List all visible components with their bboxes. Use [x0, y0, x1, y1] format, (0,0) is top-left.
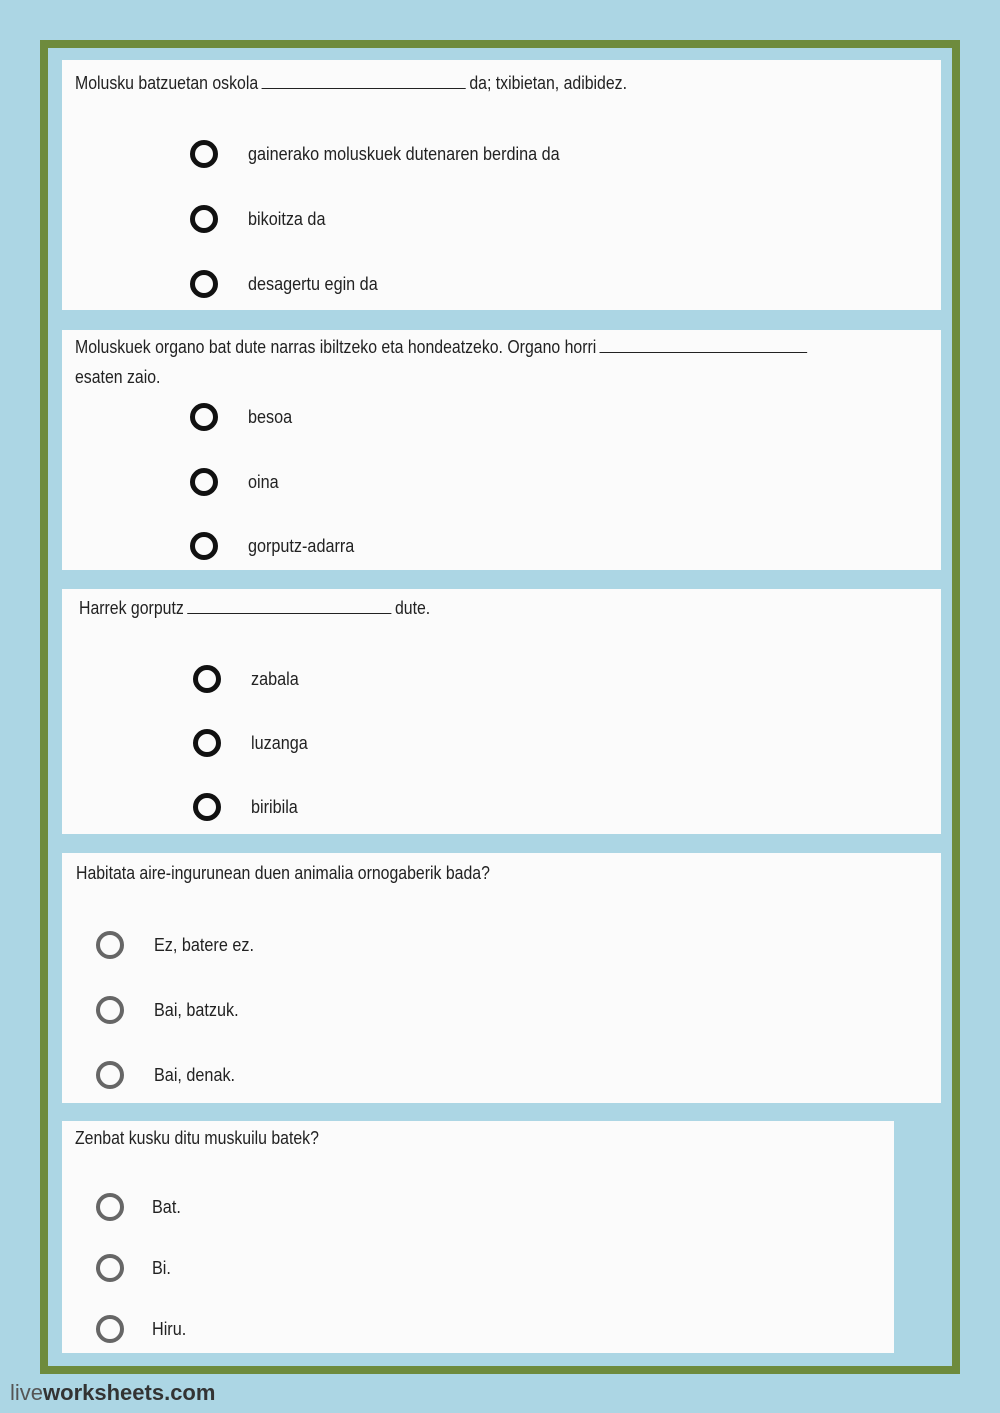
option-label: Hiru.: [152, 1318, 187, 1339]
option-label: biribila: [251, 796, 298, 817]
radio-button[interactable]: [190, 205, 218, 233]
option-label: Ez, batere ez.: [154, 934, 254, 955]
option-label: desagertu egin da: [248, 273, 378, 294]
answer-blank: [600, 334, 808, 353]
question-4-text: Habitata aire-ingurunean duen animalia ornogaberik bada?: [76, 863, 490, 883]
option-label: gorputz-adarra: [248, 535, 355, 556]
option-3-2[interactable]: [193, 723, 314, 763]
option-label: oina: [248, 471, 279, 492]
radio-button[interactable]: [96, 1061, 124, 1089]
option-4-3[interactable]: [96, 1055, 244, 1095]
question-panel-2: [62, 330, 941, 570]
question-2-text: Moluskuek organo bat dute narras ibiltzeko eta hondeatzeko. Organo horri esaten zaio.: [75, 332, 811, 392]
option-label: besoa: [248, 406, 293, 427]
question-panel-5: [62, 1121, 894, 1353]
option-1-3[interactable]: [190, 264, 392, 304]
option-label: Bi.: [152, 1257, 171, 1278]
option-label: gainerako moluskuek dutenaren berdina da: [248, 143, 560, 164]
answer-blank: [262, 70, 466, 89]
radio-button[interactable]: [193, 729, 221, 757]
option-5-1[interactable]: [96, 1187, 184, 1227]
option-2-3[interactable]: [190, 526, 366, 566]
radio-button[interactable]: [193, 665, 221, 693]
option-3-1[interactable]: [193, 659, 304, 699]
radio-button[interactable]: [96, 1254, 124, 1282]
option-label: Bai, denak.: [154, 1064, 236, 1085]
option-2-2[interactable]: [190, 462, 282, 502]
option-4-1[interactable]: [96, 925, 265, 965]
option-1-2[interactable]: [190, 199, 334, 239]
radio-button[interactable]: [190, 140, 218, 168]
radio-button[interactable]: [190, 532, 218, 560]
option-3-3[interactable]: [193, 787, 303, 827]
option-label: zabala: [251, 668, 299, 689]
option-2-1[interactable]: [190, 397, 297, 437]
radio-button[interactable]: [96, 931, 124, 959]
option-label: bikoitza da: [248, 208, 326, 229]
question-panel-3: [62, 589, 941, 834]
question-3-text: Harrek gorputz dute.: [79, 593, 430, 623]
liveworksheets-logo: liveworksheets.com: [10, 1380, 216, 1405]
option-label: Bat.: [152, 1196, 181, 1217]
radio-button[interactable]: [190, 403, 218, 431]
option-label: Bai, batzuk.: [154, 999, 239, 1020]
question-panel-4: [62, 853, 941, 1103]
question-panel-1: [62, 60, 941, 310]
question-1-text: Molusku batzuetan oskola da; txibietan, adibidez.: [75, 68, 627, 98]
question-5-text: Zenbat kusku ditu muskuilu batek?: [75, 1128, 319, 1148]
radio-button[interactable]: [193, 793, 221, 821]
option-4-2[interactable]: [96, 990, 248, 1030]
answer-blank: [187, 595, 391, 614]
radio-button[interactable]: [96, 996, 124, 1024]
radio-button[interactable]: [96, 1193, 124, 1221]
radio-button[interactable]: [190, 270, 218, 298]
radio-button[interactable]: [190, 468, 218, 496]
option-label: luzanga: [251, 732, 308, 753]
option-1-1[interactable]: [190, 134, 594, 174]
radio-button[interactable]: [96, 1315, 124, 1343]
option-5-2[interactable]: [96, 1248, 173, 1288]
option-5-3[interactable]: [96, 1309, 190, 1349]
